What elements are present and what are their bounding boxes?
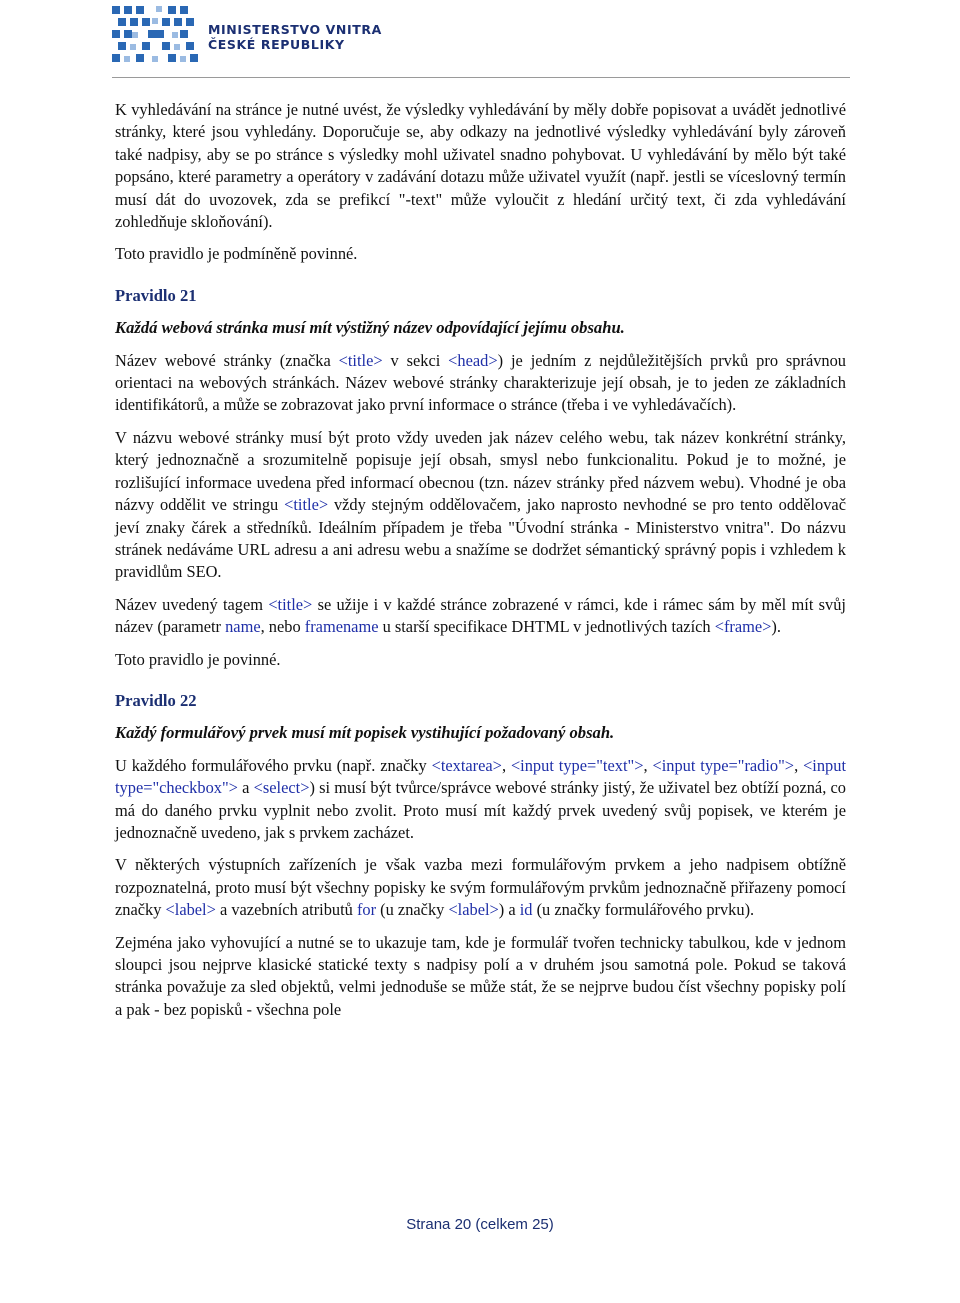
heading-rule-21: Pravidlo 21: [115, 285, 197, 305]
code-framename-attr: framename: [304, 617, 379, 637]
page-header: [112, 0, 852, 78]
code-input-radio-tag: <input type="radio">: [652, 755, 795, 775]
code-input-checkbox-tag: <input type="checkbox">: [115, 755, 846, 798]
code-for-attr: for: [356, 900, 377, 920]
code-select-tag: <select>: [253, 778, 310, 798]
paragraph-label-binding: V některých výstupních zařízeních je však vazba mezi formulářovým prvkem a jeho nadpisem obtížně rozpoznatelná, proto musí být všechny popisky ke svým formulářovým prvkům jednoznačně přiřazeny pomocí značky <label> a vazebních atributů for (u značky <label>) a id (u značky formulářového prvku).: [115, 855, 846, 920]
code-label-tag: <label>: [448, 900, 499, 920]
logo-line-2: ČESKÉ REPUBLIKY: [208, 37, 345, 52]
code-head-tag: <head>: [448, 350, 498, 370]
code-label-tag: <label>: [165, 900, 216, 920]
rule-22-statement: Každý formulářový prvek musí mít popisek vystihující požadovaný obsah.: [115, 723, 615, 743]
ministry-logo-text: [208, 22, 382, 52]
logo-line-1: MINISTERSTVO VNITRA: [208, 22, 382, 37]
paragraph-frames: Název uvedený tagem <title> se užije i v každé stránce zobrazené v rámci, kde i rámec sám by měl mít svůj název (parametr name, nebo framename u starší specifikace DHTML v jednotlivých tazích <frame>).: [115, 594, 846, 637]
header-divider: [112, 77, 850, 78]
paragraph-search-results: K vyhledávání na stránce je nutné uvést, že výsledky vyhledávání by měly dobře popisovat a uvádět jednotlivé stránky, které jsou vyhledány. Doporučuje se, aby odkazy na jednotlivé výsledky vyhledávání byly zároveň také nadpisy, aby se po stránce s výsledky mohl uživatel snadno pohybovat. U vyhledávání by mělo být také popsáno, které parametry a operátory v zadávání dotazu může uživatel využít (např. jestli se víceslovný termín musí dát do uvozovek, zda se prefikcí "-text" může vyloučit z hledání určitý text, či zda vyhledávání zohledňuje skloňování).: [115, 100, 846, 232]
rule-21-statement: Každá webová stránka musí mít výstižný název odpovídající jejímu obsahu.: [115, 318, 625, 338]
paragraph-conditional: Toto pravidlo je podmíněně povinné.: [115, 244, 358, 264]
code-title-tag: <title>: [284, 495, 329, 515]
code-title-tag: <title>: [268, 594, 313, 614]
paragraph-title-naming: V názvu webové stránky musí být proto vždy uveden jak název celého webu, tak název konkrétní stránky, který jednoznačně a srozumitelně popisuje její obsah, smysl nebo funkcionalitu. Pokud je to možné, je rozlišující informace uvedena před informací obecnou (tzn. název stránky před názvem webu). Vhodné je oba názvy oddělit ve stringu <title> vždy stejným oddělovačem, jako naprosto nevhodné se pro tento oddělovač jeví znaky čárek a středníků. Ideálním případem je třeba "Úvodní stránka - Ministerstvo vnitra". Do názvu stránek nedáváme URL adresu a ani adresu webu a snažíme se dodržet sémantický správný popis i vzhledem k pravidlům SEO.: [115, 427, 846, 582]
code-frame-tag: <frame>: [714, 617, 772, 637]
page-footer: Strana 20 (celkem 25): [406, 1216, 554, 1233]
heading-rule-22: Pravidlo 22: [115, 690, 197, 710]
document-body: [115, 99, 846, 1031]
paragraph-title-element: Název webové stránky (značka <title> v sekci <head>) je jedním z nejdůležitějších prvků pro správnou orientaci na webových stránkách. Název webové stránky charakterizuje její obsah, je to jeden ze základních identifikátorů, a může se zobrazovat jako první informace o stránce (třeba i ve vyhledávačích).: [115, 350, 846, 415]
code-id-attr: id: [519, 900, 533, 920]
code-title-tag: <title>: [338, 350, 383, 370]
paragraph-table-forms: Zejména jako vyhovující a nutné se to ukazuje tam, kde je formulář tvořen technicky tabulkou, kde v jednom sloupci jsou nejprve klasické statické texty s nadpisy polí a v druhém jsou samotná pole. Pokud se taková stránka považuje za sled objektů, velmi jednoduše se může stát, že se nejprve budou číst všechny popisky polí a pak - bez popisků - všechna pole: [115, 932, 846, 1019]
code-textarea-tag: <textarea>: [431, 755, 502, 775]
paragraph-mandatory: Toto pravidlo je povinné.: [115, 649, 281, 669]
code-name-attr: name: [225, 617, 261, 637]
paragraph-form-labels: U každého formulářového prvku (např. značky <textarea>, <input type="text">, <input type="radio">, <input type="checkbox"> a <select>) si musí být tvůrce/správce webové stránky jistý, že uživatel bez obtíží pozná, co má do daného prvku vyplnit nebo zvolit. Proto musí mít každý prvek uvedený svůj popisek, ve kterém je jednoznačně uvedeno, jak s prvkem zacházet.: [115, 755, 846, 842]
code-input-text-tag: <input type="text">: [510, 755, 644, 775]
ministry-logo-icon: [112, 2, 198, 68]
